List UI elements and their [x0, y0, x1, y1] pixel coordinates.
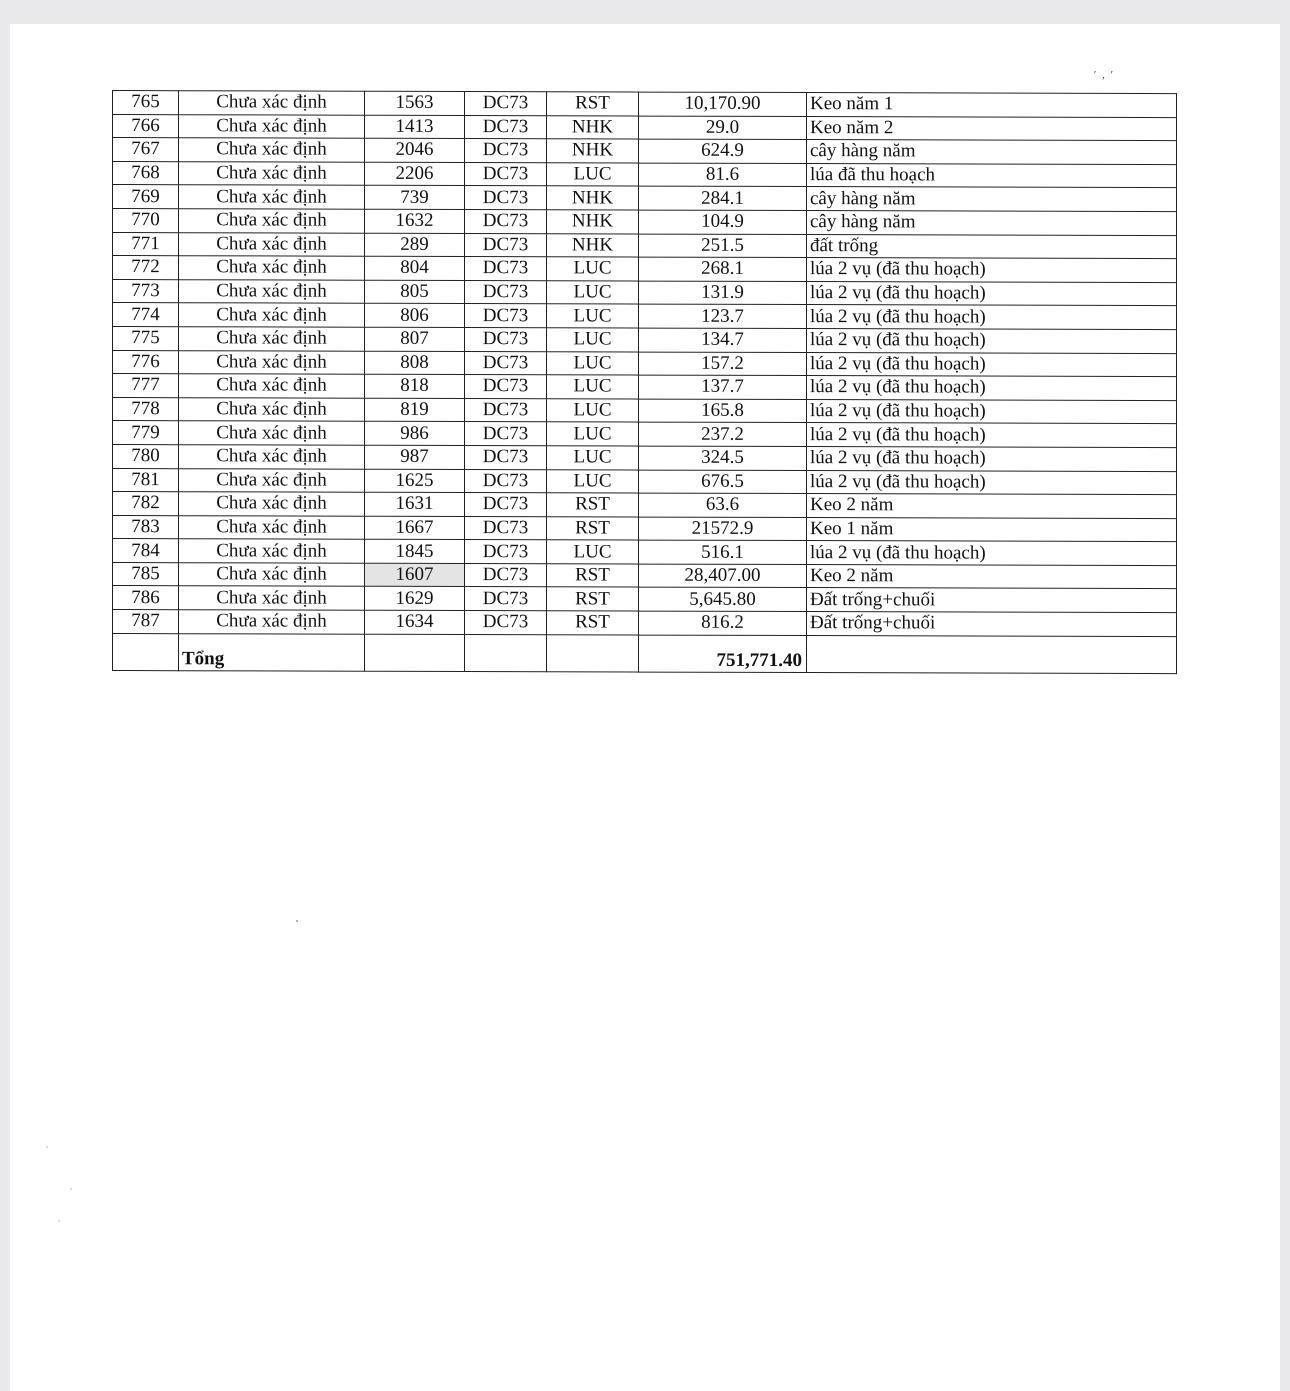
- map-sheet-cell: DC73: [465, 587, 547, 611]
- owner-cell: Chưa xác định: [179, 114, 365, 138]
- description-cell: cây hàng năm: [807, 140, 1177, 165]
- row-number: 787: [113, 610, 179, 634]
- description-cell: cây hàng năm: [807, 187, 1177, 212]
- row-number: 773: [113, 279, 179, 303]
- row-number: 772: [113, 256, 179, 280]
- total-empty-cell: [113, 633, 179, 670]
- parcel-number-cell: 805: [365, 280, 465, 304]
- table-row: [113, 303, 1177, 330]
- row-number: 768: [113, 161, 179, 185]
- description-cell: Keo 1 năm: [807, 517, 1177, 542]
- parcel-number-cell: 986: [365, 422, 465, 446]
- map-sheet-cell: DC73: [465, 304, 547, 328]
- description-cell: lúa 2 vụ (đã thu hoạch): [807, 446, 1177, 471]
- map-sheet-cell: DC73: [465, 327, 547, 351]
- row-number: 765: [113, 91, 179, 115]
- land-type-cell: NHK: [547, 115, 639, 139]
- description-cell: lúa 2 vụ (đã thu hoạch): [807, 399, 1177, 424]
- table-row: [113, 185, 1177, 212]
- owner-cell: Chưa xác định: [179, 610, 365, 634]
- owner-cell: Chưa xác định: [179, 374, 365, 398]
- area-cell: 157.2: [639, 352, 807, 376]
- description-cell: lúa 2 vụ (đã thu hoạch): [807, 470, 1177, 495]
- total-area: 751,771.40: [639, 635, 807, 672]
- description-cell: Đất trống+chuối: [807, 612, 1177, 637]
- description-cell: lúa 2 vụ (đã thu hoạch): [807, 281, 1177, 306]
- land-type-cell: RST: [547, 516, 639, 540]
- owner-cell: Chưa xác định: [179, 161, 365, 185]
- parcel-number-cell: 987: [365, 445, 465, 469]
- description-cell: lúa 2 vụ (đã thu hoạch): [807, 376, 1177, 401]
- land-type-cell: LUC: [547, 540, 639, 564]
- description-cell: lúa 2 vụ (đã thu hoạch): [807, 423, 1177, 448]
- parcel-number-cell: 808: [365, 351, 465, 375]
- table-row: [113, 91, 1177, 118]
- table-row: [113, 492, 1177, 519]
- owner-cell: Chưa xác định: [179, 539, 365, 563]
- land-type-cell: LUC: [547, 375, 639, 399]
- table-body: [113, 91, 1177, 637]
- land-type-cell: LUC: [547, 422, 639, 446]
- row-number: 783: [113, 515, 179, 539]
- table-row: [113, 397, 1177, 424]
- area-cell: 63.6: [639, 493, 807, 517]
- area-cell: 676.5: [639, 470, 807, 494]
- row-number: 782: [113, 492, 179, 516]
- scan-speck: [58, 1220, 60, 1222]
- table-row: [113, 326, 1177, 353]
- parcel-number-cell: 1845: [365, 540, 465, 564]
- land-type-cell: RST: [547, 611, 639, 635]
- land-type-cell: LUC: [547, 163, 639, 187]
- land-type-cell: NHK: [547, 233, 639, 257]
- row-number: 769: [113, 185, 179, 209]
- map-sheet-cell: DC73: [465, 162, 547, 186]
- row-number: 770: [113, 208, 179, 232]
- table-row: [113, 138, 1177, 165]
- map-sheet-cell: DC73: [465, 563, 547, 587]
- owner-cell: Chưa xác định: [179, 515, 365, 539]
- parcel-number-cell: 2046: [365, 138, 465, 162]
- table-row: [113, 232, 1177, 259]
- description-cell: Keo năm 2: [807, 116, 1177, 141]
- area-cell: 516.1: [639, 540, 807, 564]
- land-type-cell: RST: [547, 493, 639, 517]
- table-row: [113, 468, 1177, 495]
- area-cell: 123.7: [639, 304, 807, 328]
- description-cell: lúa 2 vụ (đã thu hoạch): [807, 541, 1177, 566]
- area-cell: 237.2: [639, 422, 807, 446]
- table-row: [113, 421, 1177, 448]
- description-cell: lúa 2 vụ (đã thu hoạch): [807, 305, 1177, 330]
- parcel-number-cell: 1629: [365, 587, 465, 611]
- parcel-number-cell: 2206: [365, 162, 465, 186]
- row-number: 780: [113, 444, 179, 468]
- land-type-cell: LUC: [547, 304, 639, 328]
- land-type-cell: LUC: [547, 446, 639, 470]
- description-cell: Keo năm 1: [807, 93, 1177, 118]
- map-sheet-cell: DC73: [465, 398, 547, 422]
- owner-cell: Chưa xác định: [179, 232, 365, 256]
- parcel-number-cell: 1632: [365, 209, 465, 233]
- map-sheet-cell: DC73: [465, 280, 547, 304]
- owner-cell: Chưa xác định: [179, 256, 365, 280]
- map-sheet-cell: DC73: [465, 516, 547, 540]
- row-number: 766: [113, 114, 179, 138]
- row-number: 771: [113, 232, 179, 256]
- land-parcel-table: [112, 90, 1177, 674]
- parcel-number-cell: 818: [365, 374, 465, 398]
- area-cell: 81.6: [639, 163, 807, 187]
- map-sheet-cell: DC73: [465, 92, 547, 116]
- land-type-cell: LUC: [547, 281, 639, 305]
- description-cell: lúa đã thu hoạch: [807, 163, 1177, 188]
- map-sheet-cell: DC73: [465, 422, 547, 446]
- owner-cell: Chưa xác định: [179, 350, 365, 374]
- row-number: 775: [113, 326, 179, 350]
- row-number: 785: [113, 562, 179, 586]
- land-type-cell: RST: [547, 92, 639, 116]
- row-number: 784: [113, 539, 179, 563]
- scan-speck: [296, 920, 298, 922]
- map-sheet-cell: DC73: [465, 445, 547, 469]
- area-cell: 21572.9: [639, 517, 807, 541]
- land-type-cell: LUC: [547, 399, 639, 423]
- land-type-cell: RST: [547, 564, 639, 588]
- area-cell: 284.1: [639, 186, 807, 210]
- area-cell: 29.0: [639, 116, 807, 140]
- owner-cell: Chưa xác định: [179, 138, 365, 162]
- table-row: [113, 539, 1177, 566]
- owner-cell: Chưa xác định: [179, 303, 365, 327]
- parcel-number-cell: 1667: [365, 516, 465, 540]
- area-cell: 816.2: [639, 611, 807, 635]
- area-cell: 251.5: [639, 234, 807, 258]
- area-cell: 10,170.90: [639, 92, 807, 116]
- total-empty-cell: [365, 634, 465, 671]
- owner-cell: Chưa xác định: [179, 209, 365, 233]
- owner-cell: Chưa xác định: [179, 468, 365, 492]
- description-cell: Đất trống+chuối: [807, 588, 1177, 613]
- parcel-number-cell: 1631: [365, 492, 465, 516]
- parcel-number-cell: 1413: [365, 115, 465, 139]
- owner-cell: Chưa xác định: [179, 421, 365, 445]
- land-type-cell: LUC: [547, 351, 639, 375]
- owner-cell: Chưa xác định: [179, 492, 365, 516]
- table-row: [113, 515, 1177, 542]
- parcel-number-cell: 806: [365, 304, 465, 328]
- table-row: [113, 114, 1177, 141]
- row-number: 777: [113, 374, 179, 398]
- land-type-cell: LUC: [547, 328, 639, 352]
- owner-cell: Chưa xác định: [179, 185, 365, 209]
- map-sheet-cell: DC73: [465, 186, 547, 210]
- owner-cell: Chưa xác định: [179, 445, 365, 469]
- row-number: 781: [113, 468, 179, 492]
- row-number: 786: [113, 586, 179, 610]
- row-number: 778: [113, 397, 179, 421]
- area-cell: 5,645.80: [639, 588, 807, 612]
- row-number: 779: [113, 421, 179, 445]
- area-cell: 165.8: [639, 399, 807, 423]
- description-cell: đất trống: [807, 234, 1177, 259]
- description-cell: lúa 2 vụ (đã thu hoạch): [807, 258, 1177, 283]
- parcel-number-cell: 804: [365, 256, 465, 280]
- map-sheet-cell: DC73: [465, 351, 547, 375]
- map-sheet-cell: DC73: [465, 540, 547, 564]
- parcel-number-cell: 807: [365, 327, 465, 351]
- parcel-number-cell: 739: [365, 186, 465, 210]
- document-page: [10, 24, 1280, 1391]
- map-sheet-cell: DC73: [465, 139, 547, 163]
- table-row: [113, 610, 1177, 637]
- area-cell: 104.9: [639, 210, 807, 234]
- land-type-cell: LUC: [547, 257, 639, 281]
- description-cell: Keo 2 năm: [807, 494, 1177, 519]
- table-row: [113, 350, 1177, 377]
- row-number: 774: [113, 303, 179, 327]
- table-row: [113, 208, 1177, 235]
- owner-cell: Chưa xác định: [179, 563, 365, 587]
- total-empty-cell: [547, 634, 639, 671]
- map-sheet-cell: DC73: [465, 115, 547, 139]
- parcel-number-cell: 1634: [365, 610, 465, 634]
- table-row: [113, 279, 1177, 306]
- scan-speck: [46, 1146, 48, 1148]
- map-sheet-cell: DC73: [465, 375, 547, 399]
- owner-cell: Chưa xác định: [179, 91, 365, 115]
- land-type-cell: RST: [547, 587, 639, 611]
- area-cell: 131.9: [639, 281, 807, 305]
- area-cell: 137.7: [639, 375, 807, 399]
- map-sheet-cell: DC73: [465, 493, 547, 517]
- land-type-cell: LUC: [547, 469, 639, 493]
- scan-speck: [70, 1188, 72, 1190]
- map-sheet-cell: DC73: [465, 469, 547, 493]
- map-sheet-cell: DC73: [465, 257, 547, 281]
- area-cell: 268.1: [639, 257, 807, 281]
- area-cell: 324.5: [639, 446, 807, 470]
- total-empty-cell: [807, 635, 1177, 673]
- table-row: [113, 161, 1177, 188]
- map-sheet-cell: DC73: [465, 611, 547, 635]
- parcel-number-cell: 819: [365, 398, 465, 422]
- map-sheet-cell: DC73: [465, 233, 547, 257]
- row-number: 767: [113, 138, 179, 162]
- description-cell: Keo 2 năm: [807, 564, 1177, 589]
- table-row: [113, 562, 1177, 589]
- map-sheet-cell: DC73: [465, 210, 547, 234]
- land-type-cell: NHK: [547, 139, 639, 163]
- row-number: 776: [113, 350, 179, 374]
- total-label: Tổng: [179, 633, 365, 671]
- table-row: [113, 256, 1177, 283]
- owner-cell: Chưa xác định: [179, 397, 365, 421]
- description-cell: lúa 2 vụ (đã thu hoạch): [807, 352, 1177, 377]
- parcel-number-cell: 1607: [365, 563, 465, 587]
- land-type-cell: NHK: [547, 186, 639, 210]
- parcel-number-cell: 1563: [365, 91, 465, 115]
- total-row: [113, 633, 1177, 673]
- owner-cell: Chưa xác định: [179, 327, 365, 351]
- area-cell: 134.7: [639, 328, 807, 352]
- total-empty-cell: [465, 634, 547, 671]
- owner-cell: Chưa xác định: [179, 586, 365, 610]
- parcel-number-cell: 1625: [365, 469, 465, 493]
- land-type-cell: NHK: [547, 210, 639, 234]
- table-row: [113, 586, 1177, 613]
- page-corner-mark: ′,′: [1094, 70, 1119, 81]
- description-cell: cây hàng năm: [807, 211, 1177, 236]
- owner-cell: Chưa xác định: [179, 279, 365, 303]
- parcel-number-cell: 289: [365, 233, 465, 257]
- area-cell: 28,407.00: [639, 564, 807, 588]
- description-cell: lúa 2 vụ (đã thu hoạch): [807, 328, 1177, 353]
- table-row: [113, 374, 1177, 401]
- area-cell: 624.9: [639, 139, 807, 163]
- table-row: [113, 444, 1177, 471]
